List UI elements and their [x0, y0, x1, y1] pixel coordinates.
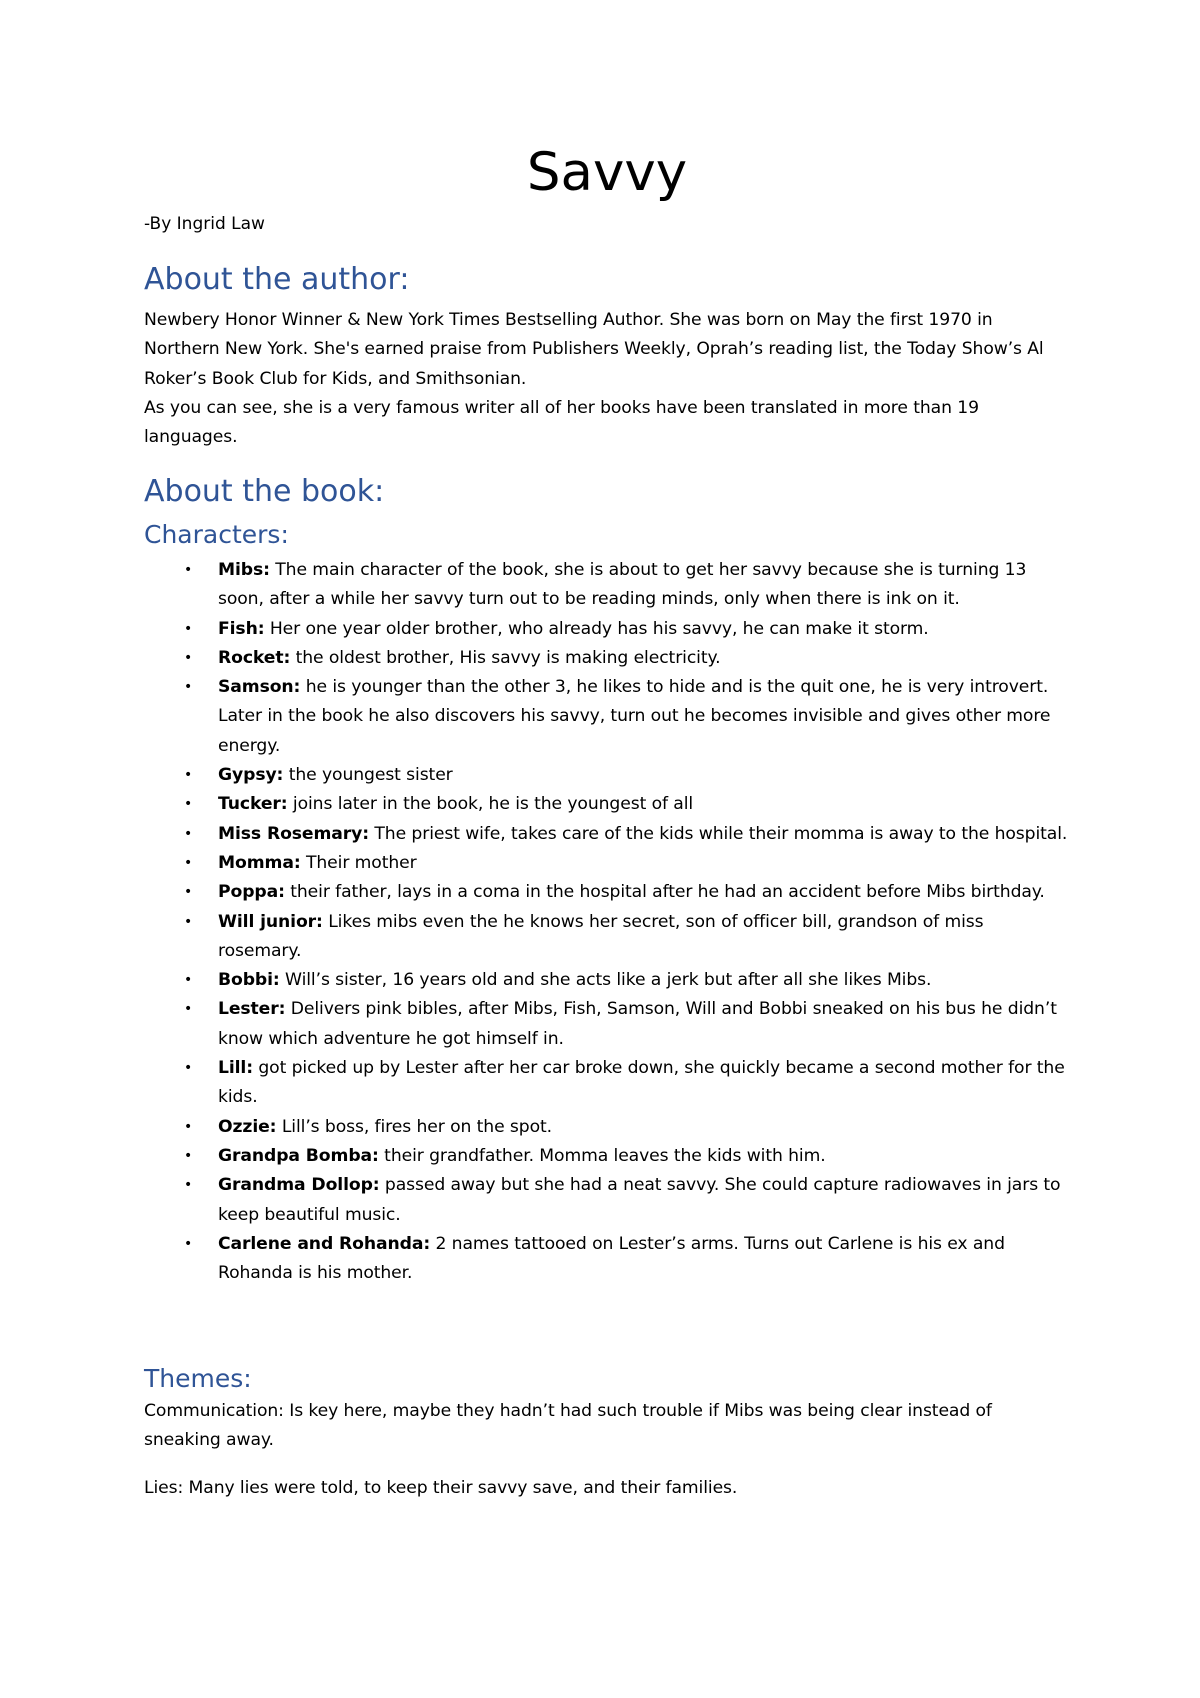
character-description: the youngest sister — [283, 765, 453, 786]
character-name: Gypsy: — [218, 765, 284, 786]
bullet-icon: • — [184, 1147, 193, 1164]
list-item — [144, 966, 1070, 995]
character-description: Lill’s boss, fires her on the spot. — [276, 1116, 552, 1137]
list-item — [144, 790, 1070, 819]
list-item — [144, 1113, 1070, 1142]
list-item — [144, 761, 1070, 790]
character-description: he is younger than the other 3, he likes to hide and is the quit one, he is very introvert. Later in the book he also discovers his savvy, turn out he becomes invisible and gives other more energy. — [218, 677, 1051, 756]
character-name: Miss Rosemary: — [218, 823, 370, 844]
character-description: Their mother — [300, 852, 417, 873]
list-item — [144, 995, 1070, 1054]
list-item — [144, 849, 1070, 878]
bullet-icon: • — [184, 825, 193, 842]
character-name: Grandpa Bomba: — [218, 1145, 379, 1166]
character-description: joins later in the book, he is the youngest of all — [287, 794, 694, 815]
about-author-heading: About the author: — [144, 262, 410, 297]
bullet-icon: • — [184, 1060, 193, 1077]
about-author-paragraph-1: Newbery Honor Winner & New York Times Bestselling Author. She was born on May the first 1970 in Northern New York. She's earned praise from Publishers Weekly, Oprah’s reading list, the Today Show’s Al Roker’s Book Club for Kids, and Smithsonian. — [144, 310, 1044, 389]
character-name: Tucker: — [218, 794, 288, 815]
character-description: Will’s sister, 16 years old and she acts like a jerk but after all she likes Mibs. — [279, 970, 932, 991]
character-name: Poppa: — [218, 882, 285, 903]
bullet-icon: • — [184, 1001, 193, 1018]
character-description: the oldest brother, His savvy is making electricity. — [290, 647, 721, 668]
theme-communication: Communication: Is key here, maybe they hadn’t had such trouble if Mibs was being clear instead of sneaking away. — [144, 1401, 992, 1451]
character-name: Rocket: — [218, 647, 291, 668]
character-name: Momma: — [218, 852, 301, 873]
list-item — [144, 820, 1070, 849]
list-item — [144, 1142, 1070, 1171]
list-item — [144, 878, 1070, 907]
character-name: Lester: — [218, 999, 286, 1020]
bullet-icon: • — [184, 679, 193, 696]
bullet-icon: • — [184, 1235, 193, 1252]
list-item — [144, 615, 1070, 644]
character-description: The main character of the book, she is about to get her savvy because she is turning 13 soon, after a while her savvy turn out to be reading minds, only when there is ink on it. — [218, 560, 1027, 610]
character-name: Grandma Dollop: — [218, 1175, 380, 1196]
character-description: The priest wife, takes care of the kids while their momma is away to the hospital. — [369, 823, 1068, 844]
list-item — [144, 556, 1070, 615]
character-name: Mibs: — [218, 560, 270, 580]
character-description: their grandfather. Momma leaves the kids with him. — [378, 1145, 826, 1166]
bullet-icon: • — [184, 884, 193, 901]
themes-heading: Themes: — [144, 1364, 252, 1393]
character-name: Lill: — [218, 1058, 253, 1079]
list-item — [144, 1230, 1070, 1289]
bullet-icon: • — [184, 767, 193, 784]
bullet-icon: • — [184, 562, 193, 578]
document-title: Savvy — [526, 142, 688, 203]
list-item — [144, 1171, 1070, 1230]
character-name: Bobbi: — [218, 970, 280, 991]
list-item — [144, 908, 1070, 967]
list-item — [144, 644, 1070, 673]
bullet-icon: • — [184, 913, 193, 930]
character-description: got picked up by Lester after her car broke down, she quickly became a second mother for the kids. — [218, 1058, 1065, 1108]
bullet-icon: • — [184, 796, 193, 813]
theme-lies: Lies: Many lies were told, to keep their savvy save, and their families. — [144, 1478, 738, 1498]
list-item — [144, 1054, 1070, 1113]
character-description: Her one year older brother, who already has his savvy, he can make it storm. — [264, 618, 929, 639]
character-description: 2 names tattooed on Lester’s arms. Turns out Carlene is his ex and Rohanda is his mother. — [218, 1233, 1005, 1284]
author-byline: -By Ingrid Law — [144, 214, 265, 234]
character-description: Likes mibs even the he knows her secret, son of officer bill, grandson of miss rosemary. — [218, 911, 984, 961]
list-item — [144, 673, 1070, 761]
bullet-icon: • — [184, 1118, 193, 1135]
character-name: Ozzie: — [218, 1116, 277, 1137]
characters-heading: Characters: — [144, 520, 289, 549]
bullet-icon: • — [184, 854, 193, 871]
characters-list — [144, 556, 1070, 1288]
character-name: Fish: — [218, 618, 265, 639]
bullet-icon: • — [184, 649, 193, 666]
about-author-paragraph-2: As you can see, she is a very famous writer all of her books have been translated in more than 19 languages. — [144, 398, 979, 448]
character-name: Samson: — [218, 677, 301, 698]
bullet-icon: • — [184, 972, 193, 989]
character-name: Carlene and Rohanda: — [218, 1233, 431, 1254]
character-description: passed away but she had a neat savvy. She could capture radiowaves in jars to keep beautiful music. — [218, 1175, 1061, 1225]
character-name: Will junior: — [218, 911, 323, 932]
bullet-icon: • — [184, 1177, 193, 1194]
about-book-heading: About the book: — [144, 474, 385, 509]
character-description: their father, lays in a coma in the hospital after he had an accident before Mibs birthday. — [284, 882, 1045, 903]
character-description: Delivers pink bibles, after Mibs, Fish, Samson, Will and Bobbi sneaked on his bus he didn’t know which adventure he got himself in. — [218, 999, 1057, 1049]
bullet-icon: • — [184, 620, 193, 637]
